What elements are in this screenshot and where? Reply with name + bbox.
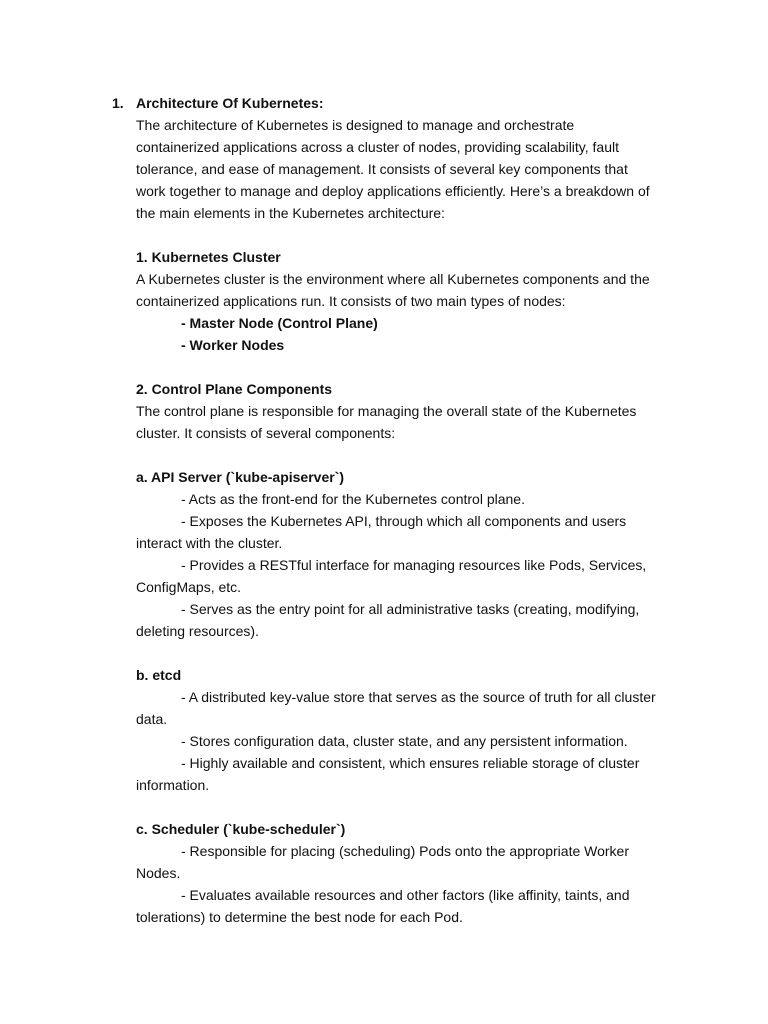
cluster-body-line-1: A Kubernetes cluster is the environment where all Kubernetes components and the bbox=[136, 271, 650, 287]
api-server-bullet-1: - Acts as the front-end for the Kubernetes control plane. bbox=[181, 491, 525, 507]
intro-line-1: The architecture of Kubernetes is designed to manage and orchestrate bbox=[136, 117, 575, 133]
section-title: Architecture Of Kubernetes: bbox=[136, 95, 324, 111]
scheduler-bullet-1-cont: Nodes. bbox=[136, 865, 181, 881]
api-server-bullet-3-cont: ConfigMaps, etc. bbox=[136, 579, 242, 595]
cluster-heading: 1. Kubernetes Cluster bbox=[136, 249, 281, 265]
etcd-bullet-3-cont: information. bbox=[136, 777, 210, 793]
section-title-row bbox=[112, 92, 688, 114]
intro-line-2: containerized applications across a cluster of nodes, providing scalability, fault bbox=[136, 139, 619, 155]
control-plane-body-line-2: cluster. It consists of several components: bbox=[136, 425, 396, 441]
intro-line-4: work together to manage and deploy applications efficiently. Here’s a breakdown of bbox=[136, 183, 650, 199]
control-plane-body-line-1: The control plane is responsible for managing the overall state of the Kubernetes bbox=[136, 403, 637, 419]
api-server-bullet-3: - Provides a RESTful interface for managing resources like Pods, Services, bbox=[181, 557, 647, 573]
scheduler-bullet-2: - Evaluates available resources and other factors (like affinity, taints, and bbox=[181, 887, 630, 903]
intro-line-3: tolerance, and ease of management. It consists of several key components that bbox=[136, 161, 628, 177]
scheduler-bullet-2-cont: tolerations) to determine the best node for each Pod. bbox=[136, 909, 463, 925]
spacer bbox=[136, 642, 688, 664]
scheduler-bullet-1: - Responsible for placing (scheduling) Pods onto the appropriate Worker bbox=[181, 843, 629, 859]
control-plane-heading: 2. Control Plane Components bbox=[136, 381, 333, 397]
api-server-bullet-2-cont: interact with the cluster. bbox=[136, 535, 283, 551]
spacer bbox=[136, 356, 688, 378]
spacer bbox=[136, 444, 688, 466]
api-server-bullet-4-cont: deleting resources). bbox=[136, 623, 259, 639]
api-server-heading: a. API Server (`kube-apiserver`) bbox=[136, 469, 345, 485]
list-number: 1. bbox=[112, 95, 124, 111]
etcd-bullet-3: - Highly available and consistent, which ensures reliable storage of cluster bbox=[181, 755, 640, 771]
api-server-bullet-2: - Exposes the Kubernetes API, through which all components and users bbox=[181, 513, 627, 529]
cluster-body-line-2: containerized applications run. It consists of two main types of nodes: bbox=[136, 293, 566, 309]
scheduler-heading: c. Scheduler (`kube-scheduler`) bbox=[136, 821, 346, 837]
etcd-bullet-2: - Stores configuration data, cluster state, and any persistent information. bbox=[181, 733, 628, 749]
etcd-bullet-1-cont: data. bbox=[136, 711, 168, 727]
cluster-item-master-node: - Master Node (Control Plane) bbox=[181, 315, 378, 331]
spacer bbox=[136, 224, 688, 246]
intro-line-5: the main elements in the Kubernetes architecture: bbox=[136, 205, 445, 221]
etcd-heading: b. etcd bbox=[136, 667, 182, 683]
cluster-item-worker-nodes: - Worker Nodes bbox=[181, 337, 285, 353]
spacer bbox=[136, 796, 688, 818]
etcd-bullet-1: - A distributed key-value store that serves as the source of truth for all cluster bbox=[181, 689, 656, 705]
api-server-bullet-4: - Serves as the entry point for all administrative tasks (creating, modifying, bbox=[181, 601, 640, 617]
